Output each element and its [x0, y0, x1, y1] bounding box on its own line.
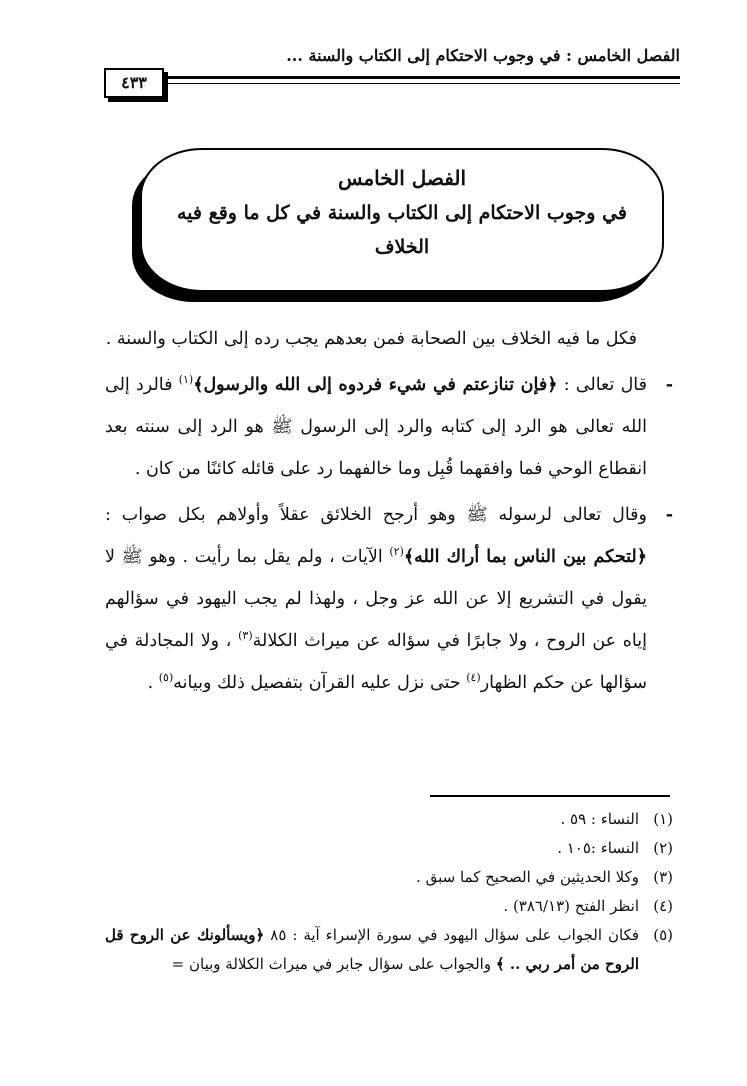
footnote	[105, 921, 673, 979]
footnote-text: النساء : ٥٩ .	[560, 810, 639, 828]
page-header	[100, 40, 680, 100]
para2-end: .	[147, 673, 159, 693]
para1-rest: فالرد إلى الله تعالى هو الرد إلى كتابه والرد إلى الرسول ﷺ هو الرد إلى سنته بعد انقطاع الوحي فما وافقهما قُبِل وما خالفهما رد على قائله كائنًا من كان .	[105, 375, 647, 479]
footnote-number: (٤)	[653, 897, 673, 915]
footnote-text-continued: والجواب على سؤال جابر في ميراث الكلالة وبيان =	[171, 955, 496, 973]
footnote	[105, 892, 673, 921]
para2-mid2: ، ولا المجادلة في سؤالها عن حكم الظهار	[105, 631, 647, 693]
footnote	[105, 805, 673, 834]
footnote-ref-5: (٥)	[158, 671, 174, 685]
footnote-ref-2: (٢)	[389, 545, 404, 559]
footnote	[105, 834, 673, 863]
running-title: الفصل الخامس : في وجوب الاحتكام إلى الكتاب والسنة ...	[286, 46, 680, 65]
quran-verse: ﴿لتحكم بين الناس بما أراك الله﴾	[403, 547, 648, 567]
footnote-number: (٢)	[653, 839, 673, 857]
header-rule-thick	[164, 76, 680, 79]
para1-lead: قال تعالى :	[557, 375, 647, 395]
footnote-text: انظر الفتح (٣٨٦/١٣) .	[503, 897, 639, 915]
paragraph-dash: -	[665, 505, 673, 525]
chapter-number: الفصل الخامس	[337, 166, 467, 190]
footnote-ref-1: (١)	[178, 373, 194, 387]
footnote-ref-3: (٣)	[238, 629, 253, 643]
footnote-text: وكلا الحديثين في الصحيح كما سبق .	[416, 868, 639, 886]
intro-paragraph: فكل ما فيه الخلاف بين الصحابة فمن بعدهم يجب رده إلى الكتاب والسنة .	[105, 329, 637, 349]
page-number: ٤٣٣	[104, 68, 164, 98]
chapter-title-box	[140, 148, 664, 292]
footnote-separator	[430, 795, 670, 797]
footnotes	[105, 805, 673, 979]
footnote	[105, 863, 673, 892]
footnote-text: فكان الجواب على سؤال اليهود في سورة الإسراء آية : ٨٥	[264, 926, 639, 944]
footnote-text: النساء :١٠٥ .	[557, 839, 639, 857]
footnote-ref-4: (٤)	[466, 671, 481, 685]
quran-verse: ﴿ويسألونك عن الروح قل الروح من أمر ربي .. ﴾	[105, 926, 639, 973]
body-text	[105, 318, 673, 704]
quran-verse: ﴿فإن تنازعتم في شيء فردوه إلى الله والرسول﴾	[193, 375, 558, 395]
footnote-number: (٣)	[653, 868, 673, 886]
footnote-number: (١)	[653, 810, 673, 828]
footnote-number: (٥)	[653, 926, 673, 944]
paragraph-1	[105, 364, 673, 490]
para2-mid3: حتى نزل عليه القرآن بتفصيل ذلك وبيانه	[173, 673, 467, 693]
paragraph-dash: -	[665, 375, 673, 395]
chapter-title: في وجوب الاحتكام إلى الكتاب والسنة في كل ما وقع فيه الخلاف	[176, 202, 627, 258]
para2-mid: الآيات ، ولم يقل بما رأيت . وهو ﷺ لا يقول في التشريع إلا عن الله عز وجل ، ولهذا لم يجب اليهود في سؤالهم إياه عن الروح ، ولا جابرًا في سؤاله عن ميراث الكلالة	[105, 547, 647, 651]
paragraph-2	[105, 494, 673, 704]
header-rule-thin	[164, 83, 680, 84]
para2-lead: وقال تعالى لرسوله ﷺ وهو أرجح الخلائق عقلاً وأولاهم بكل صواب :	[105, 505, 647, 525]
